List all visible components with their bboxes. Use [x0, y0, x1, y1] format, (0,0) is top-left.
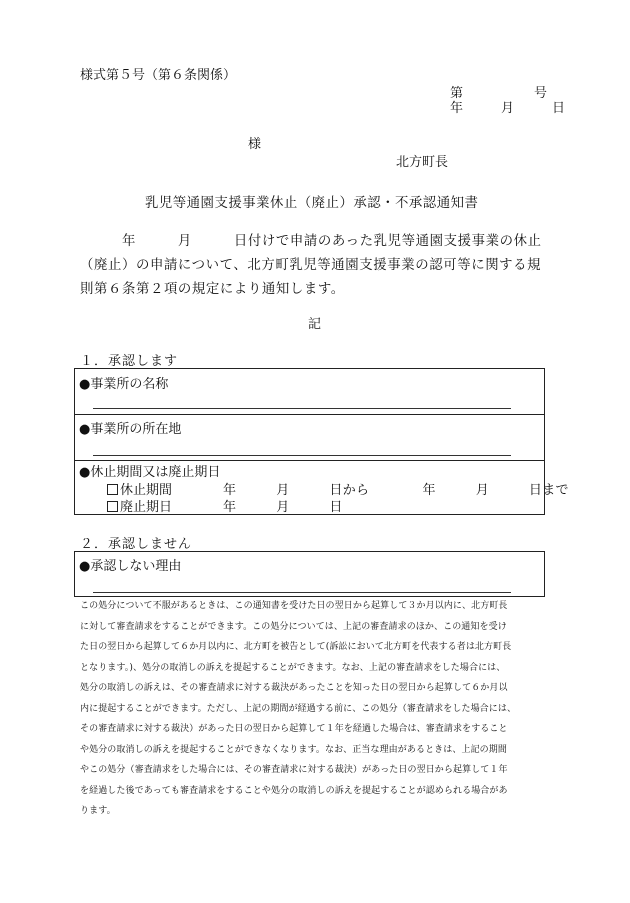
notice-line: に対して審査請求をすることができます。この処分については、上記の審査請求のほか、この通知を受け: [80, 621, 507, 632]
body-line: 年 月 日付けで申請のあった乳児等通園支援事業の休止: [80, 234, 542, 249]
facility-address-label: ●事業所の所在地: [79, 422, 182, 437]
notice-line: この処分について不服があるときは、この通知書を受けた日の翌日から起算して３か月以内に、北方町長: [80, 601, 508, 611]
notice-line: や処分の取消しの訴えを提起することができなくなります。なお、正当な理由があるときは、上記の期間: [80, 744, 507, 755]
body-paragraph: [80, 230, 550, 302]
notice-line: ります。: [80, 806, 116, 816]
appeal-notice: [80, 596, 555, 822]
rejection-reason-label: ●承認しない理由: [79, 559, 182, 574]
recipient-honorific: 様: [248, 137, 262, 152]
facility-address-row: [75, 414, 544, 460]
suspension-period-text: 年 月 日から 年 月 日まで: [223, 483, 569, 498]
suspension-label: 休止期間: [120, 483, 173, 498]
abolition-date-text: 年 月 日: [223, 500, 343, 515]
section1-heading: １．承認します: [80, 354, 179, 369]
approval-box: [74, 368, 569, 515]
body-line: （廃止）の申請について、北方町乳児等通園支援事業の認可等に関する規: [80, 258, 542, 273]
abolition-checkbox[interactable]: [107, 501, 118, 512]
document-number: 第 号: [450, 86, 549, 101]
rejection-reason-line: [93, 592, 511, 593]
document-date: 年 月 日: [450, 101, 570, 116]
sender-name: 北方町長: [396, 155, 449, 170]
rejection-box: [74, 551, 545, 597]
facility-name-line: [93, 408, 511, 409]
abolition-label: 廃止期日: [120, 500, 173, 515]
body-line: 則第６条第２項の規定により通知します。: [80, 282, 345, 297]
notice-line: 処分の取消しの訴えは、その審査請求に対する裁決があったことを知った日の翌日から起算して６か月以: [80, 683, 508, 693]
notice-line: その審査請求に対する裁決）があった日の翌日から起算して１年を経過した場合は、審査請求をすること: [80, 724, 508, 734]
facility-address-line: [93, 455, 511, 456]
document-title: 乳児等通園支援事業休止（廃止）承認・不承認通知書: [145, 196, 479, 211]
facility-name-row: [75, 369, 544, 414]
notice-line: た日の翌日から起算して６か月以内に、北方町を被告として(訴訟において北方町を代表する者は北方町長: [80, 642, 512, 652]
facility-name-label: ●事業所の名称: [79, 377, 169, 392]
period-row: [75, 460, 569, 516]
period-label: ●休止期間又は廃止期日: [79, 465, 221, 480]
abolition-option: [107, 496, 172, 515]
notice-line: やこの処分（審査請求をした場合には、その審査請求に対する裁決）があった日の翌日から起算して１年: [80, 765, 508, 775]
notice-line: を経過した後であっても審査請求をすることや処分の取消しの訴えを提起することが認められる場合があ: [80, 785, 508, 796]
ki-heading: 記: [308, 317, 322, 332]
section2-heading: ２．承認しません: [80, 537, 193, 552]
suspension-checkbox[interactable]: [107, 484, 118, 495]
notice-line: となります。)、処分の取消しの訴えを提起することができます。なお、上記の審査請求をした場合には、: [80, 662, 506, 673]
form-number: 様式第５号（第６条関係）: [80, 68, 237, 83]
notice-line: 内に提起することができます。ただし、上記の期間が経過する前に、この処分（審査請求をした場合には、: [80, 703, 517, 714]
